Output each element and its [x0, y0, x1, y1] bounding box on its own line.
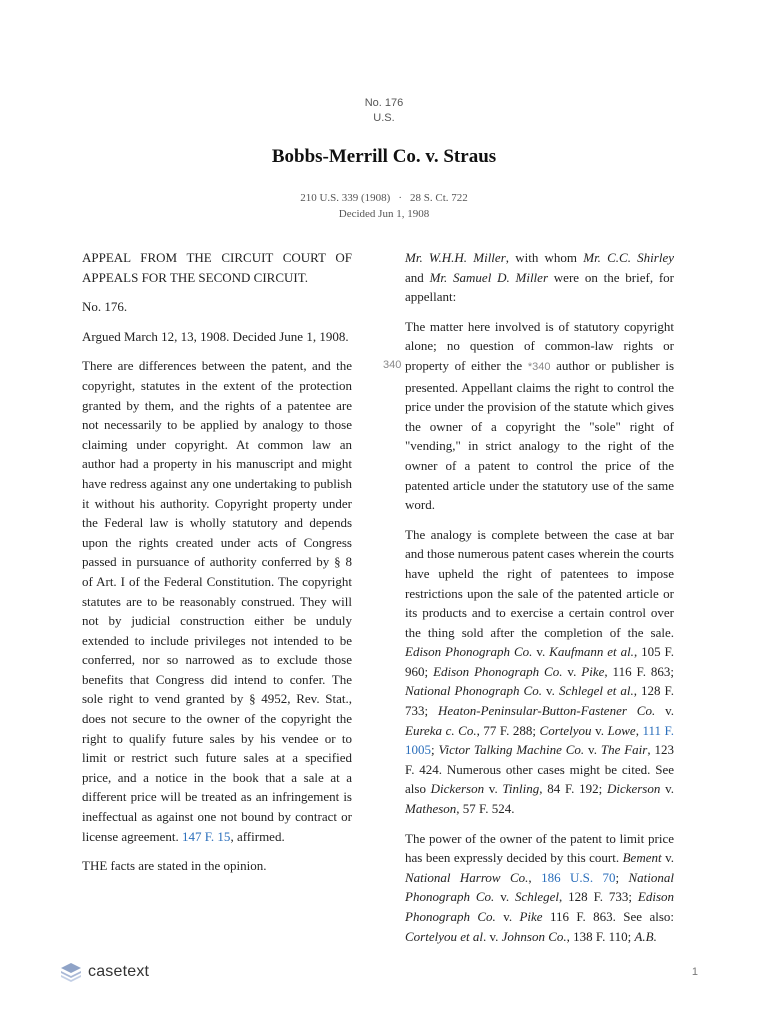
citation-sct: 28 S. Ct. 722 [410, 192, 468, 204]
citation-separator: · [398, 192, 403, 204]
page-number: 1 [691, 966, 698, 978]
stacked-layers-icon [60, 962, 82, 982]
decided-date: Decided Jun 1, 1908 [338, 208, 430, 220]
citation-link-186-us-70[interactable]: 186 U.S. 70 [541, 869, 616, 885]
court-label: U.S. [373, 112, 395, 124]
facts-note: THE facts are stated in the opinion. [82, 858, 267, 874]
counsel-paragraph: Mr. W.H.H. Miller, with whom Mr. C.C. Shirley and Mr. Samuel D. Miller were on the brief, for appellant: [405, 250, 675, 305]
citation-link-111-f-1005[interactable]: 111 F. 1005 [405, 722, 674, 758]
margin-page-number: 340 [383, 359, 402, 371]
syllabus-paragraph: There are differences between the patent, and the copyright, statutes in the extent of the protection granted by them, and the rights of a patentee are not necessarily to be applied by analogy to those claiming under copyright. At common law an author had a property in his manuscript and might have redress against any one undertaking to publish it without his authority. Copyright property under the Federal law is wholly statutory and depends upon the rights created under acts of Congress passed in pursuance of authority conferred by § 8 of Art. I of the Federal Constitution. The copyright statutes are to be reasonably construed. They will not by judicial construction either be unduly extended to include privileges not intended to be conferred, nor so narrowed as to exclude those benefits that Congress did intend to confer. The sole right to vend granted by § 4952, Rev. Stat., does not secure to the owner of the copyright the right to qualify future sales by his vendee or to limit or restrict such future sales at a specified price, and a notice in the book that a sale at a different price will be treated as an infringement is ineffectual as against one not bound by contract or license agreement. 147 F. 15, affirmed. [82, 358, 352, 844]
case-meta-header [0, 96, 768, 126]
case-number: No. 176 [364, 97, 404, 109]
brand-name: casetext [88, 963, 150, 980]
argument-paragraph-1: The matter here involved is of statutory copyright alone; no question of common-law rights or property of either the *340 author or publisher is presented. Appellant claims the right to control the price under the provision of the statute which gives the owner of a copyright the "sole" right of "vending," in strict analogy to the right of the owner of a patent to control the price of the patented article under the statutory use of the same word. [405, 318, 675, 513]
star-page-marker: *340 [527, 360, 551, 373]
appeal-heading: APPEAL FROM THE CIRCUIT COURT OF APPEALS FOR THE SECOND CIRCUIT. [82, 250, 352, 285]
argued-date: Argued March 12, 13, 1908. Decided June 1, 1908. [82, 328, 349, 344]
casetext-logo[interactable] [60, 962, 149, 982]
citation-block [0, 190, 768, 222]
citation-us: 210 U.S. 339 (1908) [300, 192, 391, 204]
left-column [82, 248, 352, 886]
page-title: Bobbs-Merrill Co. v. Straus [271, 146, 497, 167]
argument-paragraph-3: The power of the owner of the patent to limit price has been expressly decided by this court. Bement v. National Harrow Co., 186 U.S. 70; National Phonograph Co. v. Schlegel, 128 F. 733; Edison Phonograph Co. v. Pike 116 F. 863. See also: Cortelyou et al. v. Johnson Co., 138 F. 110; A.B. [405, 830, 675, 944]
citation-link-147-f-15[interactable]: 147 F. 15 [181, 828, 231, 844]
docket-number: No. 176. [82, 299, 128, 315]
right-column [405, 248, 674, 956]
argument-paragraph-2: The analogy is complete between the case at bar and those numerous patent cases wherein the courts have upheld the right of patentees to impose restrictions upon the sale of the patented article or its products and to exercise a certain control over the thing sold after the completion of the sale. Edison Phonograph Co. v. Kaufmann et al., 105 F. 960; Edison Phonograph Co. v. Pike, 116 F. 863; National Phonograph Co. v. Schlegel et al., 128 F. 733; Heaton-Peninsular-Button-Fastener Co. v. Eureka c. Co., 77 F. 288; Cortelyou v. Lowe, 111 F. 1005; Victor Talking Machine Co. v. The Fair, 123 F. 424. Numerous other cases might be cited. See also Dickerson v. Tinling, 84 F. 192; Dickerson v. Matheson, 57 F. 524. [405, 526, 674, 817]
